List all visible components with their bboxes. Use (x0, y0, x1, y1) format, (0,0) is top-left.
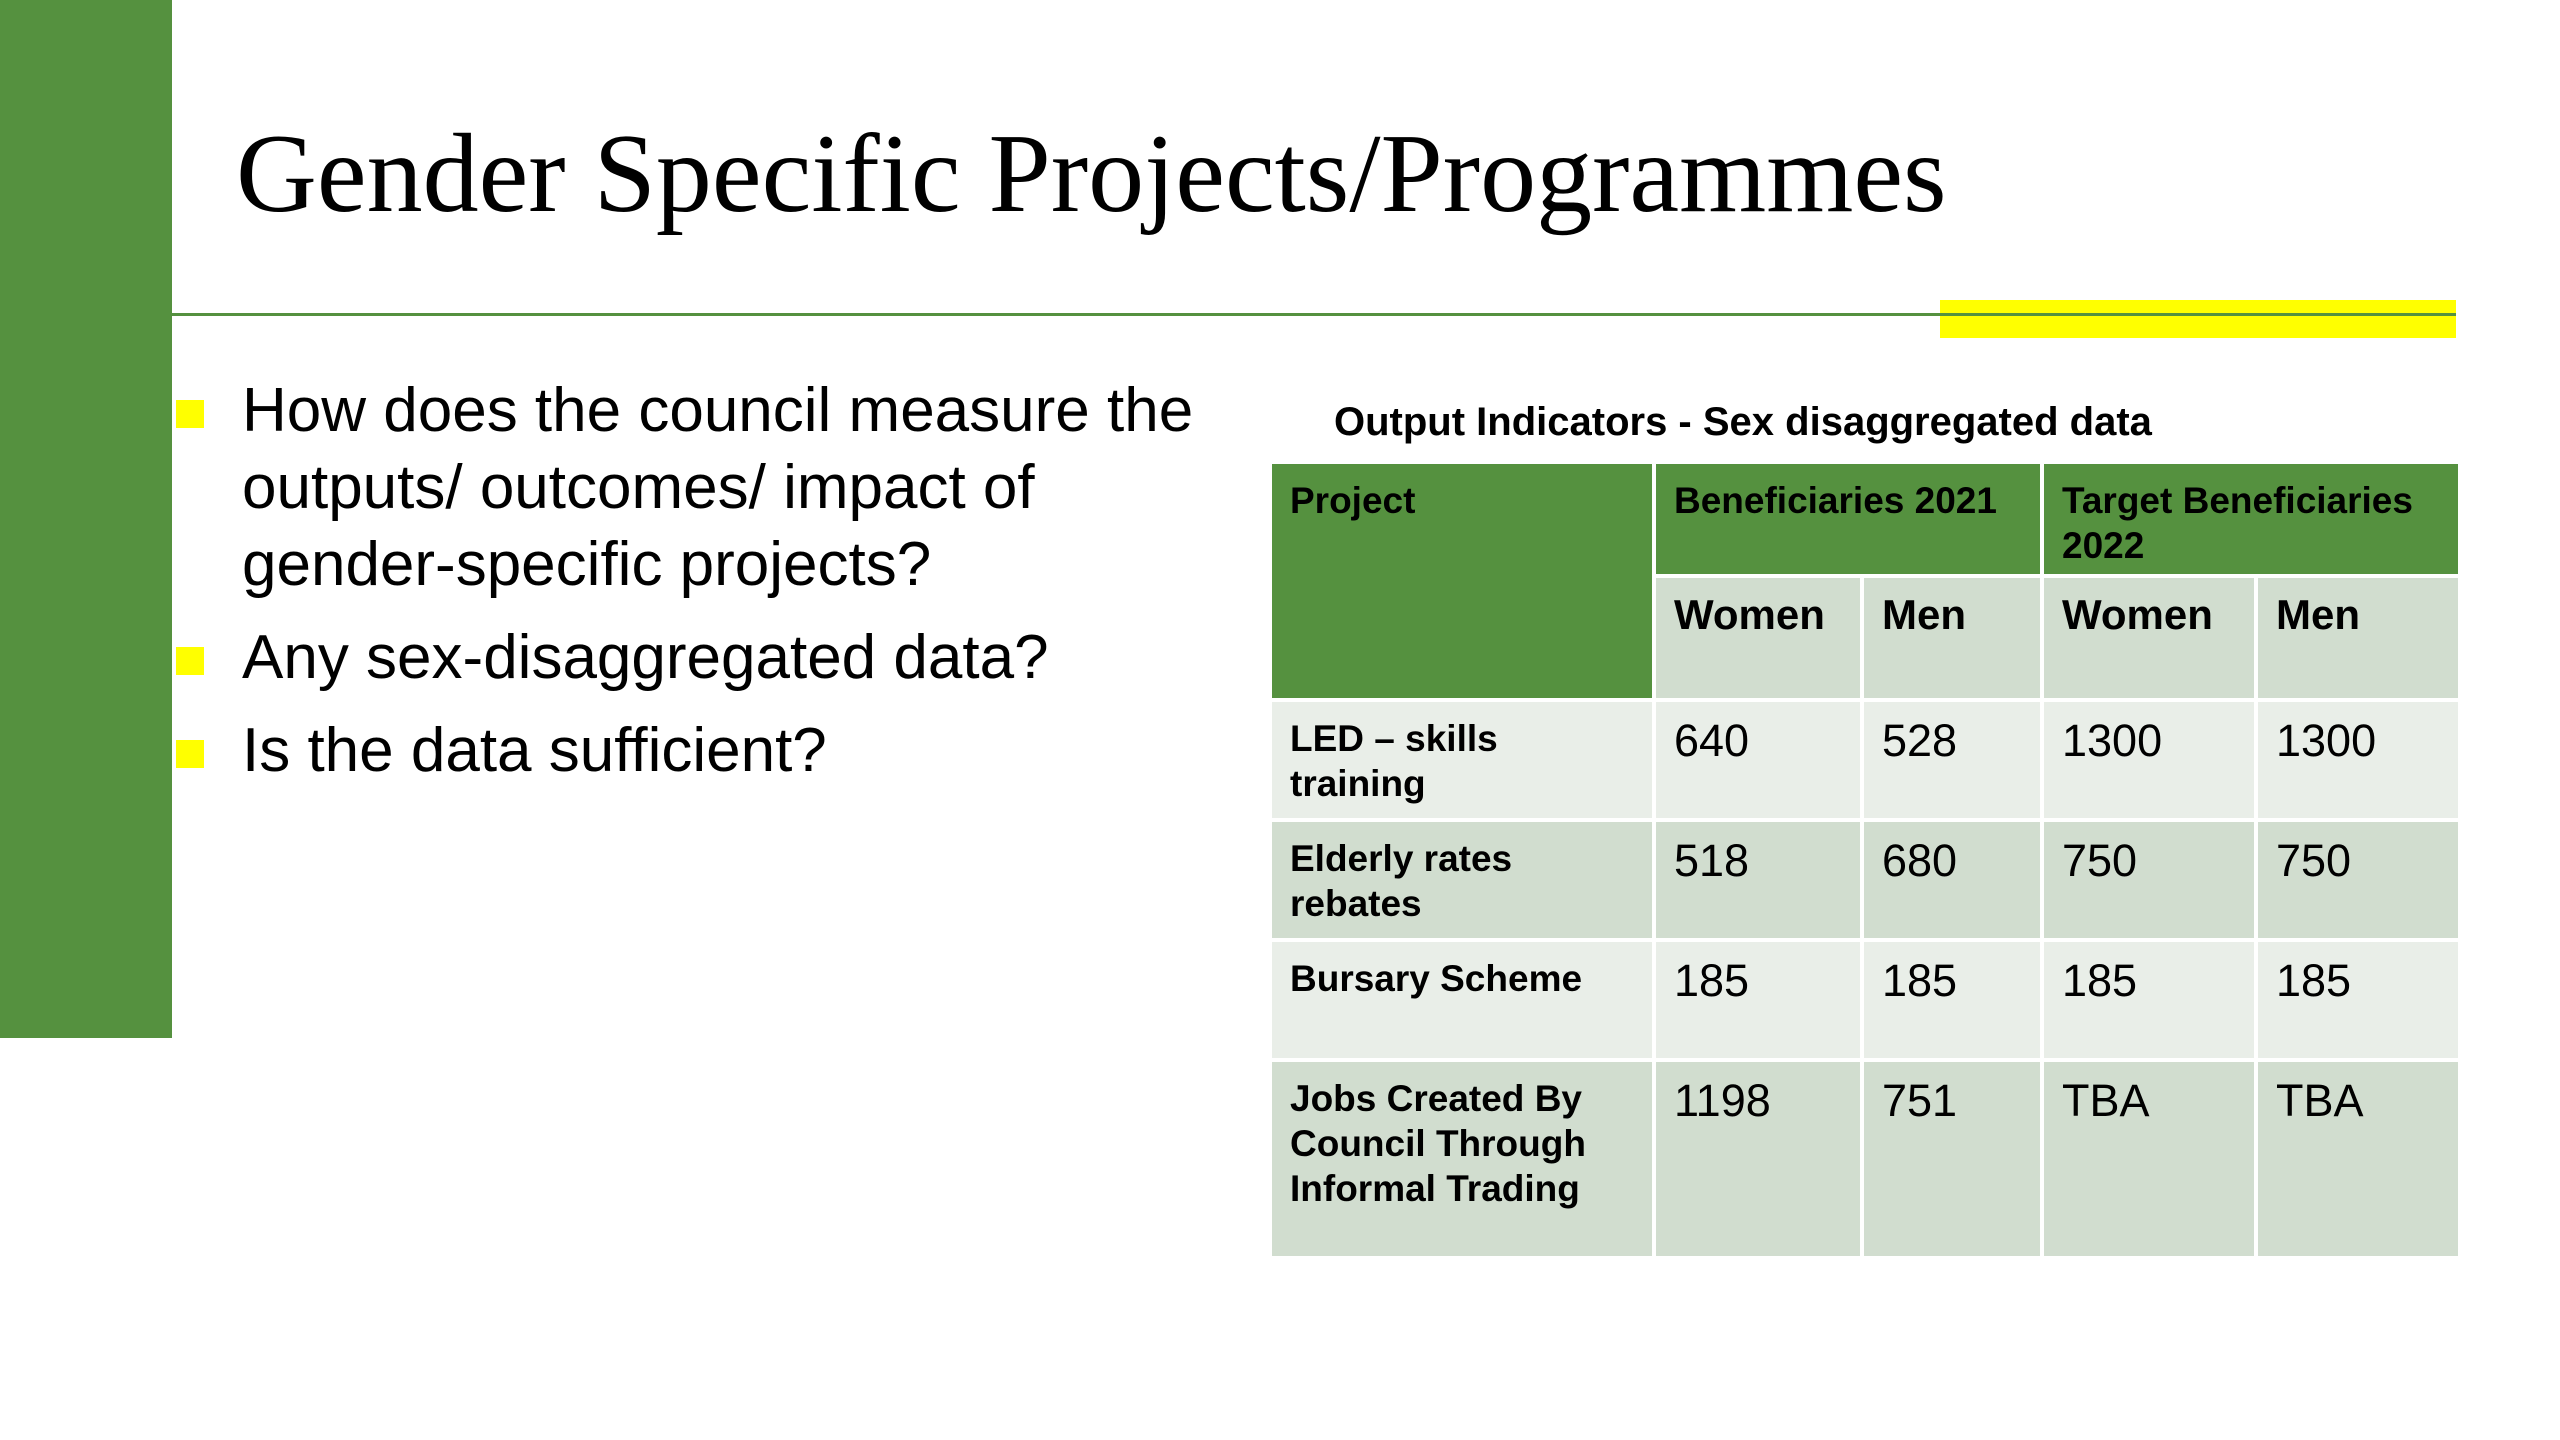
bullet-list (170, 372, 1260, 805)
title-divider-highlight (1940, 300, 2456, 338)
header-target-beneficiaries-2022: Target Beneficiaries 2022 (2042, 462, 2460, 576)
table-row (1270, 1060, 2460, 1258)
table-header-row (1270, 462, 2460, 576)
bullet-item (170, 712, 1260, 789)
square-bullet-icon (176, 400, 204, 428)
cell-women-2021: 518 (1654, 820, 1862, 940)
header-men-2021: Men (1862, 576, 2042, 700)
bullet-text: Is the data sufficient? (242, 716, 827, 785)
cell-men-2021: 528 (1862, 700, 2042, 820)
table-row (1270, 700, 2460, 820)
cell-women-2022: 750 (2042, 820, 2256, 940)
header-beneficiaries-2021: Beneficiaries 2021 (1654, 462, 2042, 576)
square-bullet-icon (176, 647, 204, 675)
cell-women-2022: 1300 (2042, 700, 2256, 820)
cell-project: Jobs Created By Council Through Informal Trading (1270, 1060, 1654, 1258)
header-men-2022: Men (2256, 576, 2460, 700)
bullet-text: Any sex-disaggregated data? (242, 623, 1049, 692)
cell-women-2021: 1198 (1654, 1060, 1862, 1258)
bullet-text: How does the council measure the outputs/ outcomes/ impact of gender-specific projects? (242, 376, 1194, 599)
cell-men-2021: 680 (1862, 820, 2042, 940)
cell-project: LED – skills training (1270, 700, 1654, 820)
cell-project: Elderly rates rebates (1270, 820, 1654, 940)
table-caption: Output Indicators - Sex disaggregated data (1334, 400, 2152, 444)
slide-title: Gender Specific Projects/Programmes (236, 112, 1947, 236)
cell-men-2022: 750 (2256, 820, 2460, 940)
cell-women-2021: 640 (1654, 700, 1862, 820)
bullet-item (170, 372, 1260, 603)
cell-men-2021: 185 (1862, 940, 2042, 1060)
header-women-2022: Women (2042, 576, 2256, 700)
table-row (1270, 940, 2460, 1060)
cell-men-2022: 1300 (2256, 700, 2460, 820)
header-project: Project (1270, 462, 1654, 700)
cell-women-2022: TBA (2042, 1060, 2256, 1258)
cell-women-2021: 185 (1654, 940, 1862, 1060)
cell-men-2022: TBA (2256, 1060, 2460, 1258)
header-women-2021: Women (1654, 576, 1862, 700)
cell-project: Bursary Scheme (1270, 940, 1654, 1060)
cell-women-2022: 185 (2042, 940, 2256, 1060)
square-bullet-icon (176, 740, 204, 768)
table-row (1270, 820, 2460, 940)
side-accent-bar (0, 0, 172, 1038)
output-indicators-table (1268, 460, 2462, 1260)
bullet-item (170, 619, 1260, 696)
cell-men-2022: 185 (2256, 940, 2460, 1060)
cell-men-2021: 751 (1862, 1060, 2042, 1258)
